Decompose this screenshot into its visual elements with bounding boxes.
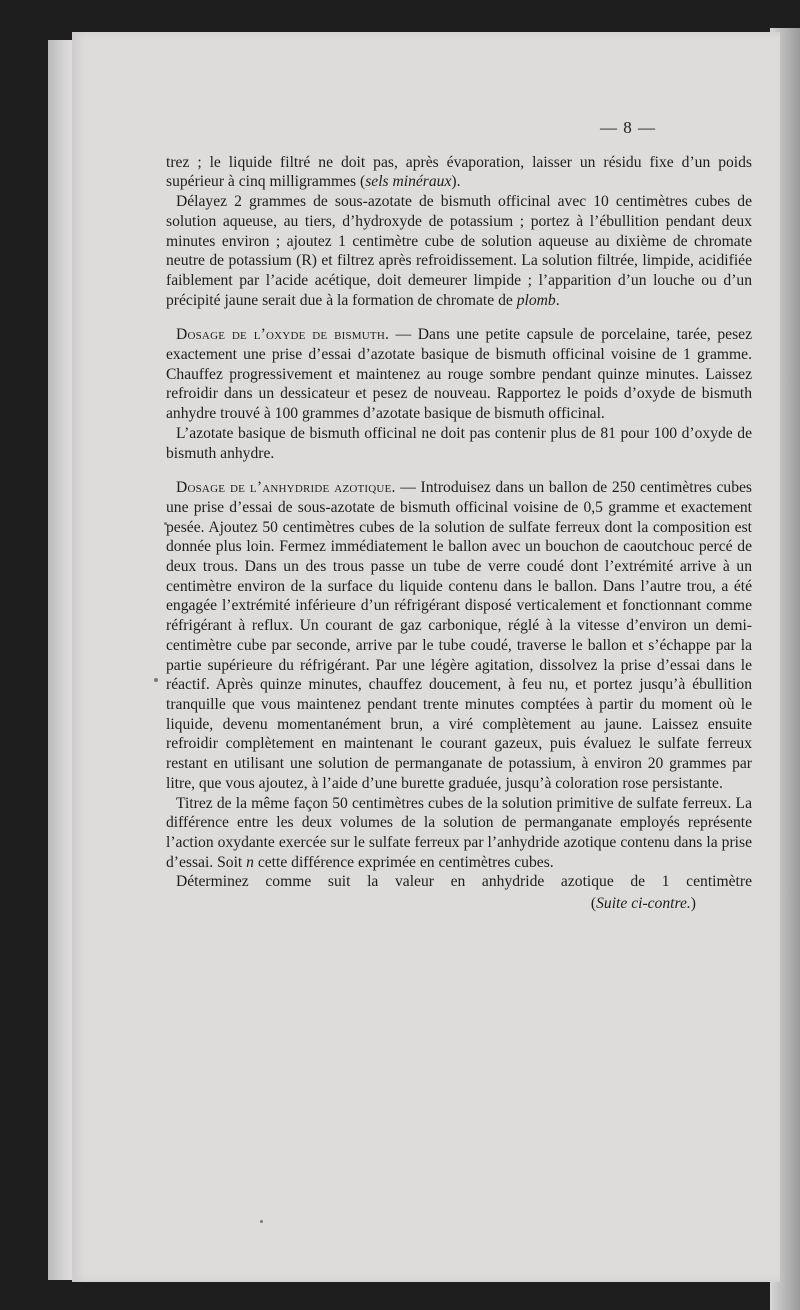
italic-variable: n [246, 853, 254, 871]
paragraph-text: ). [451, 173, 461, 191]
paragraph-text: L’azotate basique de bismuth officinal ne doit pas contenir plus de 81 pour 100 d’oxyde de bismuth anhydre. [166, 424, 752, 462]
italic-term: sels minéraux [365, 173, 452, 191]
section-heading: Dosage de l’oxyde de bismuth. [176, 326, 390, 344]
paper-speck [260, 1220, 263, 1223]
paper-speck [154, 678, 158, 682]
page-number: — 8 — [600, 118, 656, 137]
paragraph-text: Déterminez comme suit la valeur en anhydride azotique de 1 centimètre [176, 873, 752, 891]
italic-term: plomb [516, 291, 556, 309]
continuation-text: Suite ci-contre. [596, 895, 691, 913]
continuation-note [166, 894, 752, 914]
section-oxyde-bismuth [166, 325, 752, 424]
continuation-open: ( [590, 895, 597, 913]
paragraph-text: trez ; le liquide filtré ne doit pas, après évaporation, laisser un résidu fixe d’un poids supérieur à cinq milligrammes ( [166, 153, 752, 191]
paragraph-text: — Dans une petite capsule de porcelaine, tarée, pesez exactement une prise d’essai d’azotate basique de bismuth officinal voisine de 1 gramme. Chauffez progressivement et maintenez au rouge sombre pendant quinze minutes. Laissez refroidir dans un dessicateur et pesez de nouveau. Rapportez le poids d’oxyde de bismuth anhydre trouvé à 100 grammes d’azotate basique de bismuth officinal. [166, 326, 752, 423]
paragraph-text: Titrez de la même façon 50 centimètres cubes de la solution primitive de sulfate ferreux. La différence entre les deux volumes de la solution de permanganate employés représente l’action oxydante exercée sur le sulfate ferreux par l’anhydride azotique contenu dans la prise d’essai. Soit [166, 794, 752, 871]
page-text-body [166, 118, 752, 914]
section-anhydride-azotique [166, 478, 752, 793]
paragraph-text: cette différence exprimée en centimètres cubes. [253, 853, 554, 871]
paragraph-text: — Introduisez dans un ballon de 250 centimètres cubes une prise d’essai de sous-azotate de bismuth officinal voisine de 0,5 gramme et exactement pesée. Ajoutez 50 centimètres cubes de la solution de sulfate ferreux dont la composition est donnée plus loin. Fermez immédiatement le ballon avec un bouchon de caoutchouc percé de deux trous. Dans un des trous passe un tube de verre coudé dont l’extrémité arrive à un centimètre environ de la surface du liquide contenu dans le ballon. Dans l’autre trou, a été engagée l’extrémité inférieure d’un réfrigérant disposé verticalement et fonctionnant comme réfrigérant à reflux. Un courant de gaz carbonique, réglé à la vitesse d’environ un demi-centimètre cube par seconde, arrive par le tube coudé, traverse le ballon et s’échappe par la partie supérieure du réfrigérant. Par une légère agitation, dissolvez la prise d’essai dans le réactif. Après quinze minutes, chauffez doucement, à feu nu, et portez jusqu’à ébullition tranquille que vous maintenez pendant trente minutes comptées à partir du moment où le liquide, devenu momentanément brun, a viré complètement au jaune. Laissez ensuite refroidir complètement en maintenant le courant gazeux, puis évaluez le sulfate ferreux restant en utilisant une solution de permanganate de potassium, à environ 20 grammes par litre, que vous ajoutez, à l’aide d’une burette graduée, jusqu’à coloration rose persistante. [166, 479, 752, 792]
continuation-close: ) [690, 895, 696, 913]
paragraph-text: Délayez 2 grammes de sous-azotate de bismuth officinal avec 10 centimètres cubes de solution aqueuse, au tiers, d’hydroxyde de potassium ; portez à l’ébullition pendant deux minutes environ ; ajoutez 1 centimètre cube de solution aqueuse au dixième de chromate neutre de potassium (R) et filtrez après refroidissement. La solution filtrée, limpide, acidifiée faiblement par l’acide acétique, doit demeurer limpide ; l’apparition d’un louche ou d’un précipité jaune serait due à la formation de chromate de [166, 193, 752, 309]
paragraph-text: . [555, 291, 560, 309]
paragraph-lead-test [166, 192, 752, 310]
section-heading: Dosage de l’anhydride azotique. [176, 479, 396, 497]
paragraph-determine [166, 872, 752, 892]
paragraph-continuation [166, 153, 752, 192]
paragraph-limit [166, 424, 752, 463]
paragraph-titration [166, 794, 752, 873]
